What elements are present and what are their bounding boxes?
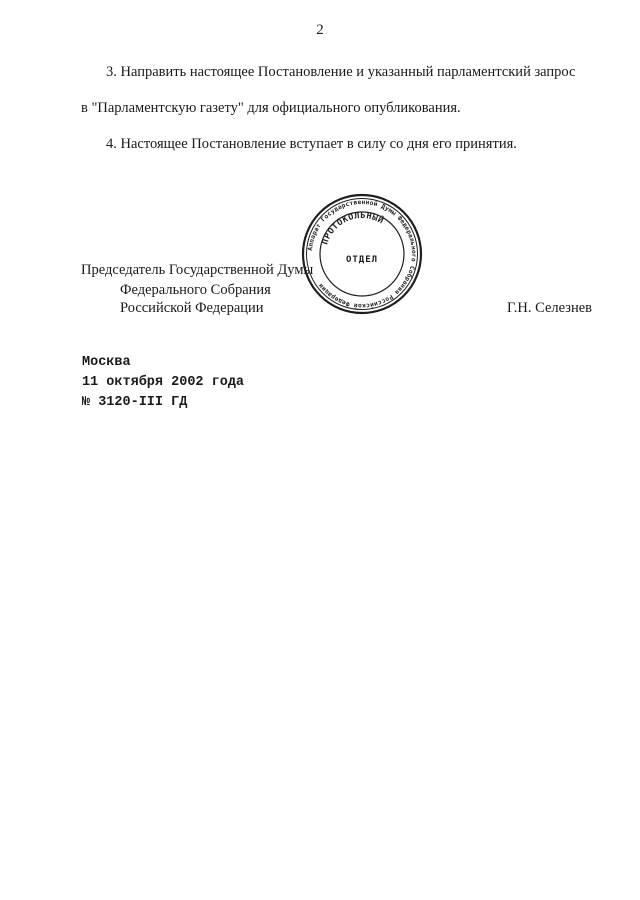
- official-seal-stamp: [300, 192, 424, 316]
- seal-center-text: ОТДЕЛ: [345, 255, 379, 265]
- document-city: Москва: [82, 355, 131, 370]
- seal-outer-text: Аппарат Государственной Думы Федерального Собрания Российской Федерации: [307, 198, 418, 310]
- document-number: № 3120-III ГД: [82, 395, 188, 410]
- paragraph-3-line-1: 3. Направить настоящее Постановление и указанный парламентский запрос: [106, 64, 576, 80]
- signatory-name: Г.Н. Селезнев: [507, 300, 592, 316]
- signatory-title-line-3: Российской Федерации: [120, 300, 264, 316]
- signatory-title-line-1: Председатель Государственной Думы: [81, 262, 314, 278]
- page-number: 2: [316, 22, 324, 38]
- paragraph-3-line-2: в "Парламентскую газету" для официального опубликования.: [81, 100, 461, 116]
- paragraph-4: 4. Настоящее Постановление вступает в силу со дня его принятия.: [106, 136, 517, 152]
- signatory-title-line-2: Федерального Собрания: [120, 282, 271, 298]
- seal-inner-text: ПРОТОКОЛЬНЫЙ: [320, 210, 386, 247]
- document-date: 11 октября 2002 года: [82, 375, 245, 390]
